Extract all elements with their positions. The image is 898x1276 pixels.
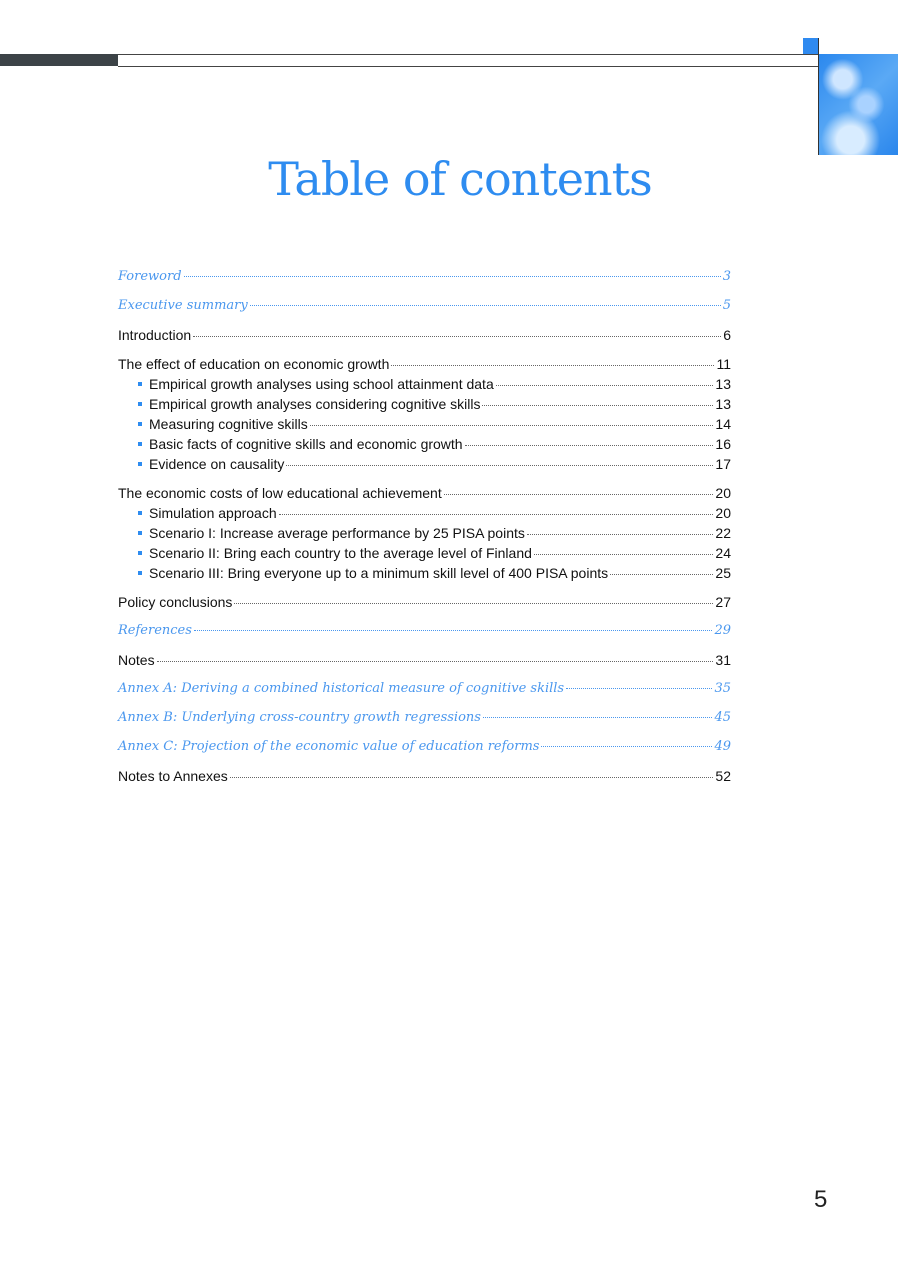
toc-label: Foreword — [118, 269, 182, 284]
toc-label: Basic facts of cognitive skills and economic growth — [149, 436, 463, 452]
toc-label: Annex B: Underlying cross-country growth regressions — [118, 710, 481, 725]
toc-entry-annex-a[interactable] — [118, 679, 731, 699]
toc-page: 20 — [715, 485, 731, 501]
toc-page: 20 — [715, 505, 731, 521]
toc-subentry[interactable] — [118, 374, 731, 394]
bullet-icon — [138, 551, 142, 555]
toc-page: 11 — [716, 356, 731, 372]
toc-label: The effect of education on economic growth — [118, 356, 390, 372]
toc-subentry[interactable] — [118, 523, 731, 543]
dot-leader — [184, 276, 721, 277]
toc-label: Scenario II: Bring each country to the average level of Finland — [149, 545, 532, 561]
bullet-icon — [138, 571, 142, 575]
toc-page: 27 — [715, 594, 731, 610]
dot-leader — [527, 534, 714, 535]
bullet-icon — [138, 402, 142, 406]
dot-leader — [279, 514, 714, 515]
dot-leader — [157, 661, 714, 662]
toc-page: 3 — [722, 269, 731, 284]
toc-page: 24 — [715, 545, 731, 561]
toc-page: 6 — [723, 327, 731, 343]
toc-page: 16 — [715, 436, 731, 452]
toc-page: 35 — [714, 681, 731, 696]
dot-leader — [194, 630, 713, 631]
toc-page: 13 — [715, 396, 731, 412]
toc-subentry[interactable] — [118, 563, 731, 583]
toc-label: Evidence on causality — [149, 456, 285, 472]
toc-page: 25 — [715, 565, 731, 581]
table-of-contents — [118, 267, 731, 786]
toc-page: 52 — [715, 768, 731, 784]
toc-entry-notes[interactable] — [118, 650, 731, 670]
toc-label: The economic costs of low educational achievement — [118, 485, 442, 501]
toc-label: Measuring cognitive skills — [149, 416, 308, 432]
dot-leader — [534, 554, 714, 555]
toc-page: 22 — [715, 525, 731, 541]
dot-leader — [193, 336, 721, 337]
toc-label: Annex C: Projection of the economic value of education reforms — [118, 739, 540, 754]
toc-entry-annex-c[interactable] — [118, 737, 731, 757]
accent-square — [803, 38, 818, 54]
toc-label: Scenario III: Bring everyone up to a minimum skill level of 400 PISA points — [149, 565, 609, 581]
toc-label: Empirical growth analyses using school attainment data — [149, 376, 494, 392]
dot-leader — [230, 777, 714, 778]
dot-leader — [483, 717, 713, 718]
toc-page: 29 — [714, 623, 731, 638]
toc-page: 45 — [714, 710, 731, 725]
dot-leader — [465, 445, 714, 446]
dot-leader — [496, 385, 714, 386]
toc-page: 5 — [722, 298, 731, 313]
toc-label: Policy conclusions — [118, 594, 233, 610]
toc-label: Simulation approach — [149, 505, 277, 521]
page-title: Table of contents — [268, 152, 652, 206]
toc-entry-economic-costs[interactable] — [118, 483, 731, 503]
toc-page: 14 — [715, 416, 731, 432]
dot-leader — [541, 746, 712, 747]
dot-leader — [234, 603, 713, 604]
toc-label: Notes — [118, 652, 155, 668]
toc-entry-notes-to-annexes[interactable] — [118, 766, 731, 786]
toc-page: 13 — [715, 376, 731, 392]
bullet-icon — [138, 462, 142, 466]
toc-label: Introduction — [118, 327, 192, 343]
bullet-icon — [138, 382, 142, 386]
toc-subentry[interactable] — [118, 454, 731, 474]
toc-label: References — [118, 623, 192, 638]
toc-entry-effect-of-education[interactable] — [118, 354, 731, 374]
toc-page: 17 — [715, 456, 731, 472]
toc-entry-executive-summary[interactable] — [118, 296, 731, 316]
toc-page: 31 — [715, 652, 731, 668]
header-rule — [118, 54, 820, 67]
toc-subentry[interactable] — [118, 394, 731, 414]
page-number: 5 — [814, 1186, 828, 1213]
bullet-icon — [138, 442, 142, 446]
dot-leader — [286, 465, 713, 466]
toc-subentry[interactable] — [118, 414, 731, 434]
dot-leader — [391, 365, 714, 366]
toc-entry-policy-conclusions[interactable] — [118, 592, 731, 612]
toc-label: Executive summary — [118, 298, 248, 313]
dot-leader — [482, 405, 713, 406]
dot-leader — [250, 305, 721, 306]
toc-entry-foreword[interactable] — [118, 267, 731, 287]
toc-entry-annex-b[interactable] — [118, 708, 731, 728]
dot-leader — [566, 688, 712, 689]
dot-leader — [444, 494, 714, 495]
toc-label: Notes to Annexes — [118, 768, 228, 784]
toc-subentry[interactable] — [118, 434, 731, 454]
toc-label: Empirical growth analyses considering cognitive skills — [149, 396, 481, 412]
toc-page: 49 — [714, 739, 731, 754]
dot-leader — [610, 574, 713, 575]
bullet-icon — [138, 511, 142, 515]
toc-label: Annex A: Deriving a combined historical measure of cognitive skills — [118, 681, 565, 696]
dot-leader — [310, 425, 714, 426]
bullet-icon — [138, 531, 142, 535]
toc-subentry[interactable] — [118, 503, 731, 523]
bullet-icon — [138, 422, 142, 426]
header-dark-bar — [0, 54, 118, 66]
toc-subentry[interactable] — [118, 543, 731, 563]
toc-label: Scenario I: Increase average performance by 25 PISA points — [149, 525, 525, 541]
toc-entry-introduction[interactable] — [118, 325, 731, 345]
toc-entry-references[interactable] — [118, 621, 731, 641]
header-photo — [819, 54, 898, 155]
